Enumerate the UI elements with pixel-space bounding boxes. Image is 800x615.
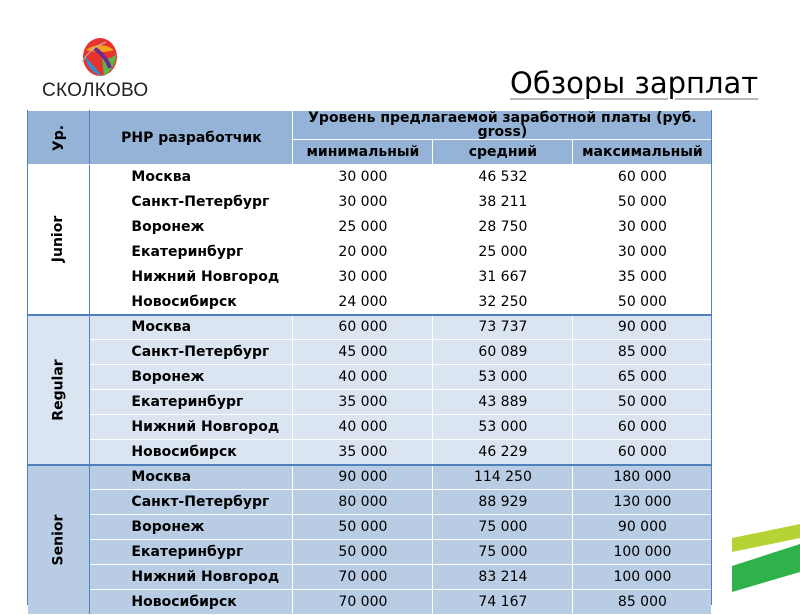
min-cell: 70 000 [293,565,433,590]
salary-table-body [28,165,712,615]
avg-cell: 43 889 [433,390,573,415]
avg-cell: 25 000 [433,240,573,265]
logo-text: СКОЛКОВО [42,80,149,101]
table-row [28,465,712,490]
min-cell: 40 000 [293,415,433,440]
max-cell: 50 000 [573,190,712,215]
table-row [28,440,712,465]
skolkovo-logo-icon [80,36,120,78]
avg-header: средний [433,140,573,165]
city-cell: Воронеж [90,515,293,540]
table-row [28,190,712,215]
city-cell: Санкт-Петербург [90,490,293,515]
max-cell: 85 000 [573,340,712,365]
avg-cell: 75 000 [433,515,573,540]
avg-cell: 53 000 [433,365,573,390]
max-cell: 60 000 [573,440,712,465]
level-label: Junior [50,216,67,263]
avg-cell: 38 211 [433,190,573,215]
city-cell: Санкт-Петербург [90,190,293,215]
table-row [28,490,712,515]
min-cell: 40 000 [293,365,433,390]
city-cell: Новосибирск [90,590,293,615]
skolkovo-logo [42,36,152,102]
city-cell: Нижний Новгород [90,415,293,440]
max-header: максимальный [573,140,712,165]
max-cell: 85 000 [573,590,712,615]
max-cell: 35 000 [573,265,712,290]
min-cell: 45 000 [293,340,433,365]
min-cell: 60 000 [293,315,433,340]
city-cell: Санкт-Петербург [90,340,293,365]
city-cell: Новосибирск [90,440,293,465]
min-cell: 24 000 [293,290,433,315]
city-cell: Москва [90,465,293,490]
level-label: Senior [50,514,67,566]
table-row [28,240,712,265]
avg-cell: 114 250 [433,465,573,490]
salary-group-header: Уровень предлагаемой заработной платы (руб. gross) [293,111,712,140]
city-cell: Екатеринбург [90,390,293,415]
min-cell: 25 000 [293,215,433,240]
level-header-label: Ур. [50,124,67,151]
avg-cell: 46 229 [433,440,573,465]
min-cell: 30 000 [293,265,433,290]
level-cell-senior [28,465,90,615]
min-cell: 20 000 [293,240,433,265]
max-cell: 60 000 [573,165,712,190]
city-cell: Москва [90,165,293,190]
min-cell: 90 000 [293,465,433,490]
table-row [28,365,712,390]
avg-cell: 73 737 [433,315,573,340]
table-row [28,540,712,565]
table-row [28,565,712,590]
avg-cell: 28 750 [433,215,573,240]
avg-cell: 60 089 [433,340,573,365]
min-cell: 35 000 [293,390,433,415]
page-title: Обзоры зарплат [510,66,759,100]
min-cell: 35 000 [293,440,433,465]
table-row [28,590,712,615]
max-cell: 60 000 [573,415,712,440]
role-header: PHP разработчик [90,111,293,165]
table-row [28,315,712,340]
city-cell: Воронеж [90,215,293,240]
level-header [28,111,90,165]
city-cell: Воронеж [90,365,293,390]
level-label: Regular [50,358,67,421]
avg-cell: 32 250 [433,290,573,315]
min-cell: 30 000 [293,165,433,190]
max-cell: 30 000 [573,240,712,265]
table-row [28,390,712,415]
table-row [28,515,712,540]
city-cell: Новосибирск [90,290,293,315]
max-cell: 180 000 [573,465,712,490]
avg-cell: 75 000 [433,540,573,565]
min-cell: 80 000 [293,490,433,515]
min-cell: 50 000 [293,540,433,565]
green-stripes-decoration [732,520,800,600]
city-cell: Москва [90,315,293,340]
city-cell: Екатеринбург [90,540,293,565]
table-row [28,265,712,290]
avg-cell: 74 167 [433,590,573,615]
max-cell: 130 000 [573,490,712,515]
min-cell: 70 000 [293,590,433,615]
table-row [28,415,712,440]
table-row [28,340,712,365]
avg-cell: 88 929 [433,490,573,515]
max-cell: 50 000 [573,390,712,415]
max-cell: 90 000 [573,515,712,540]
city-cell: Нижний Новгород [90,565,293,590]
avg-cell: 83 214 [433,565,573,590]
min-cell: 30 000 [293,190,433,215]
salary-table [27,110,712,615]
max-cell: 30 000 [573,215,712,240]
table-row [28,215,712,240]
avg-cell: 46 532 [433,165,573,190]
max-cell: 100 000 [573,565,712,590]
level-cell-regular [28,315,90,465]
level-cell-junior [28,165,90,315]
max-cell: 90 000 [573,315,712,340]
min-cell: 50 000 [293,515,433,540]
table-row [28,290,712,315]
avg-cell: 53 000 [433,415,573,440]
table-row [28,165,712,190]
max-cell: 100 000 [573,540,712,565]
max-cell: 50 000 [573,290,712,315]
max-cell: 65 000 [573,365,712,390]
avg-cell: 31 667 [433,265,573,290]
min-header: минимальный [293,140,433,165]
city-cell: Нижний Новгород [90,265,293,290]
city-cell: Екатеринбург [90,240,293,265]
